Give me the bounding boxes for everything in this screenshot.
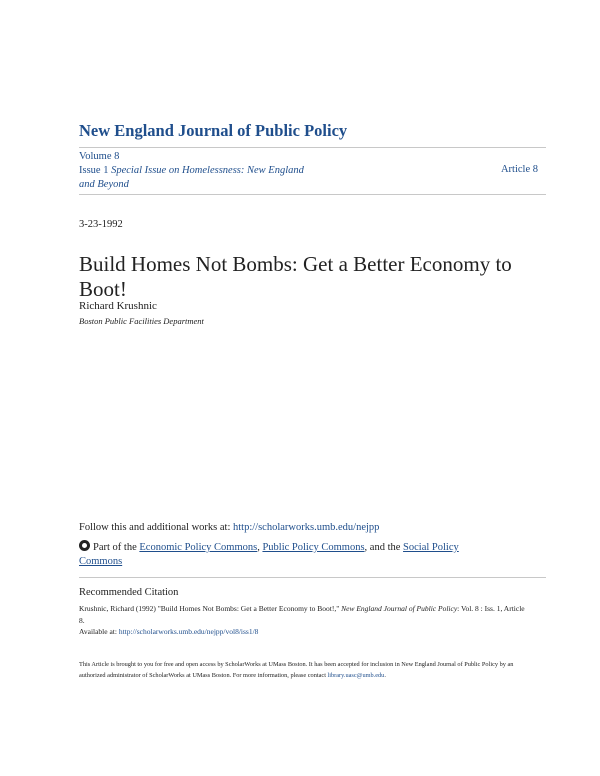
header-divider-bottom xyxy=(79,194,546,195)
article-number-link[interactable]: Article 8 xyxy=(500,164,538,175)
separator: , xyxy=(257,542,263,553)
citation-divider xyxy=(79,577,546,578)
citation-text xyxy=(79,603,529,638)
header-divider-top xyxy=(79,147,546,148)
citation-url-link[interactable]: http://scholarworks.umb.edu/nejpp/vol8/iss1/8 xyxy=(118,627,259,636)
issue-name-link[interactable]: Special Issue on Homelessness: New England and Beyond xyxy=(79,165,304,190)
publication-date: 3-23-1992 xyxy=(79,219,123,230)
citation-heading: Recommended Citation xyxy=(79,587,179,598)
follow-line xyxy=(79,522,379,533)
access-notice xyxy=(79,659,529,681)
social-policy-commons-link[interactable]: Social Policy Commons xyxy=(79,542,459,567)
public-policy-commons-link[interactable]: Public Policy Commons xyxy=(262,542,365,553)
citation-journal: New England Journal of Public Policy xyxy=(341,604,458,613)
volume-link[interactable]: Volume 8 xyxy=(79,151,120,162)
contact-email-link[interactable]: library.uasc@umb.edu xyxy=(327,672,385,679)
part-of-line xyxy=(79,540,499,569)
notice-text: This Article is brought to you for free and open access by ScholarWorks at UMass Boston. It has been accepted for inclusion in New England Journal of Public Policy by an authorized administrator of ScholarWorks at UMass Boston. For more information, please contact xyxy=(79,661,514,679)
citation-tail: : Vol. 8 : Iss. 1, Article 8. xyxy=(79,604,525,625)
issue-link[interactable]: Issue 1 xyxy=(79,165,109,176)
issue-info xyxy=(79,150,319,192)
separator: , and the xyxy=(364,542,404,553)
economic-policy-commons-link[interactable]: Economic Policy Commons xyxy=(139,542,258,553)
journal-title-link[interactable]: New England Journal of Public Policy xyxy=(79,121,348,140)
author-name: Richard Krushnic xyxy=(79,300,157,312)
follow-label: Follow this and additional works at: xyxy=(79,522,233,533)
article-title: Build Homes Not Bombs: Get a Better Economy to Boot! xyxy=(79,252,512,302)
notice-end: . xyxy=(384,672,386,679)
part-of-prefix: Part of the xyxy=(93,542,140,553)
network-icon xyxy=(79,540,90,551)
citation-lead: Krushnic, Richard (1992) "Build Homes Not Bombs: Get a Better Economy to Boot!," xyxy=(79,604,342,613)
follow-url-link[interactable]: http://scholarworks.umb.edu/nejpp xyxy=(233,522,380,533)
author-affiliation: Boston Public Facilities Department xyxy=(79,316,204,326)
citation-available-label: Available at: xyxy=(79,627,119,636)
